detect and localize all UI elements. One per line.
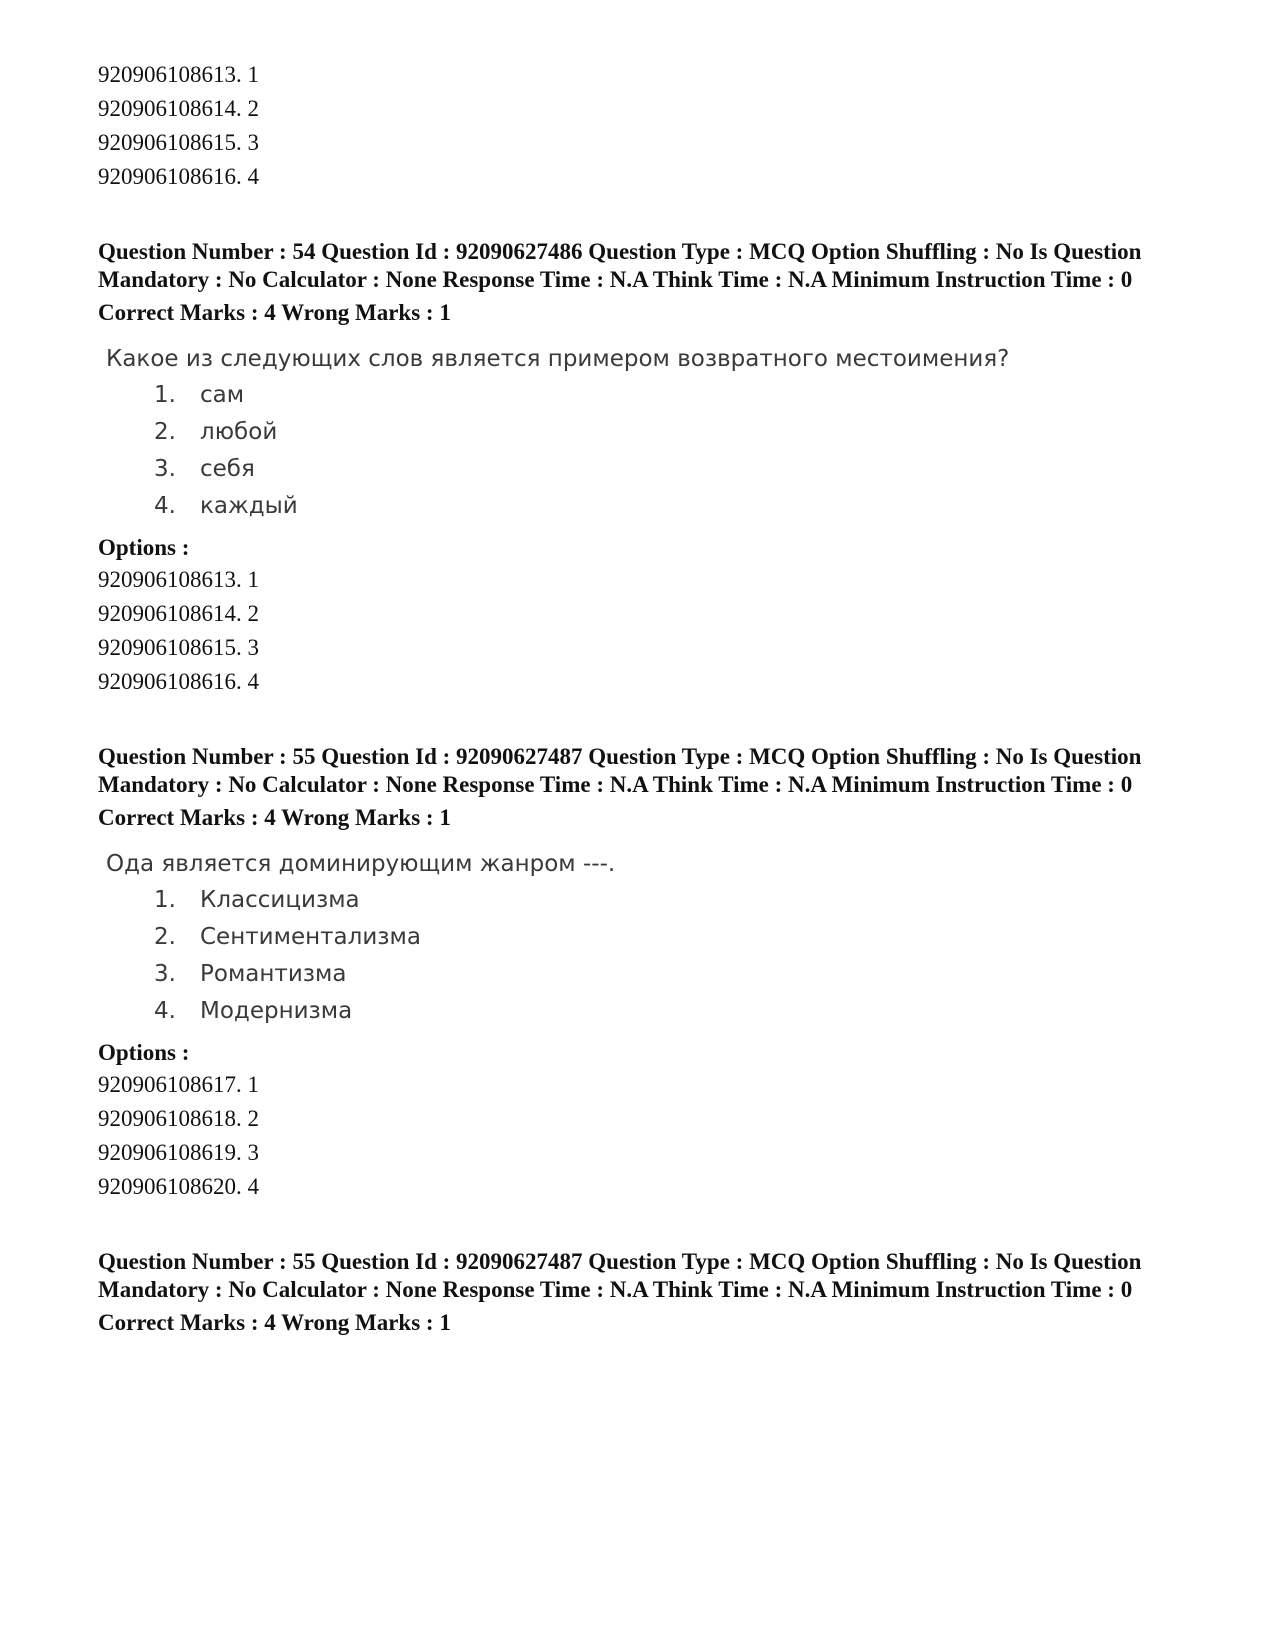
option-line: 920906108613. 1	[98, 567, 259, 592]
choice-number: 3.	[154, 456, 176, 482]
option-line: 920906108615. 3	[98, 130, 259, 155]
answer-choice	[106, 956, 1178, 993]
answer-choice	[106, 882, 1178, 919]
option-line: 920906108619. 3	[98, 1140, 259, 1165]
choice-text: Сентиментализма	[200, 924, 421, 950]
document-page	[98, 58, 1178, 1337]
question-marks: Correct Marks : 4 Wrong Marks : 1	[98, 300, 451, 325]
choice-text: сам	[200, 382, 245, 408]
choice-text: Модернизма	[200, 998, 353, 1024]
question-marks: Correct Marks : 4 Wrong Marks : 1	[98, 1310, 451, 1335]
options-list	[98, 1068, 1178, 1204]
choice-number: 2.	[154, 419, 176, 445]
question-header: Question Number : 54 Question Id : 92090627486 Question Type : MCQ Option Shuffling : No Is Question Mandatory : No Calculator : None Response Time : N.A Think Time : N.A Minimum Instruction Time : 0	[98, 239, 1142, 292]
options-list	[98, 563, 1178, 699]
choice-number: 1.	[154, 887, 176, 913]
option-line: 920906108616. 4	[98, 164, 259, 189]
choice-number: 4.	[154, 998, 176, 1024]
answer-choice	[106, 488, 1178, 525]
previous-options-list	[98, 58, 1178, 194]
question-block-54	[98, 238, 1178, 699]
answer-choice	[106, 451, 1178, 488]
question-header: Question Number : 55 Question Id : 92090627487 Question Type : MCQ Option Shuffling : No Is Question Mandatory : No Calculator : None Response Time : N.A Think Time : N.A Minimum Instruction Time : 0	[98, 1249, 1142, 1302]
choice-number: 2.	[154, 924, 176, 950]
choice-text: Романтизма	[200, 961, 347, 987]
question-image	[106, 846, 1178, 1030]
choice-text: каждый	[200, 493, 298, 519]
answer-choice	[106, 919, 1178, 956]
option-line: 920906108614. 2	[98, 96, 259, 121]
answer-choice	[106, 414, 1178, 451]
choice-text: Классицизма	[200, 887, 360, 913]
options-label: Options :	[98, 1040, 190, 1065]
choice-text: любой	[200, 419, 278, 445]
option-line: 920906108615. 3	[98, 635, 259, 660]
answer-choice	[106, 993, 1178, 1030]
options-label: Options :	[98, 535, 190, 560]
answer-choice	[106, 377, 1178, 414]
option-line: 920906108617. 1	[98, 1072, 259, 1097]
question-image	[106, 341, 1178, 525]
choice-number: 1.	[154, 382, 176, 408]
choice-number: 3.	[154, 961, 176, 987]
question-text: Какое из следующих слов является примером возвратного местоимения?	[106, 346, 1010, 372]
choice-number: 4.	[154, 493, 176, 519]
question-block-55	[98, 743, 1178, 1204]
question-block-55-repeat	[98, 1248, 1178, 1337]
option-line: 920906108613. 1	[98, 62, 259, 87]
question-header: Question Number : 55 Question Id : 92090627487 Question Type : MCQ Option Shuffling : No Is Question Mandatory : No Calculator : None Response Time : N.A Think Time : N.A Minimum Instruction Time : 0	[98, 744, 1142, 797]
option-line: 920906108618. 2	[98, 1106, 259, 1131]
choice-text: себя	[200, 456, 255, 482]
question-marks: Correct Marks : 4 Wrong Marks : 1	[98, 805, 451, 830]
question-text: Ода является доминирующим жанром ---.	[106, 851, 616, 877]
option-line: 920906108614. 2	[98, 601, 259, 626]
option-line: 920906108616. 4	[98, 669, 259, 694]
option-line: 920906108620. 4	[98, 1174, 259, 1199]
